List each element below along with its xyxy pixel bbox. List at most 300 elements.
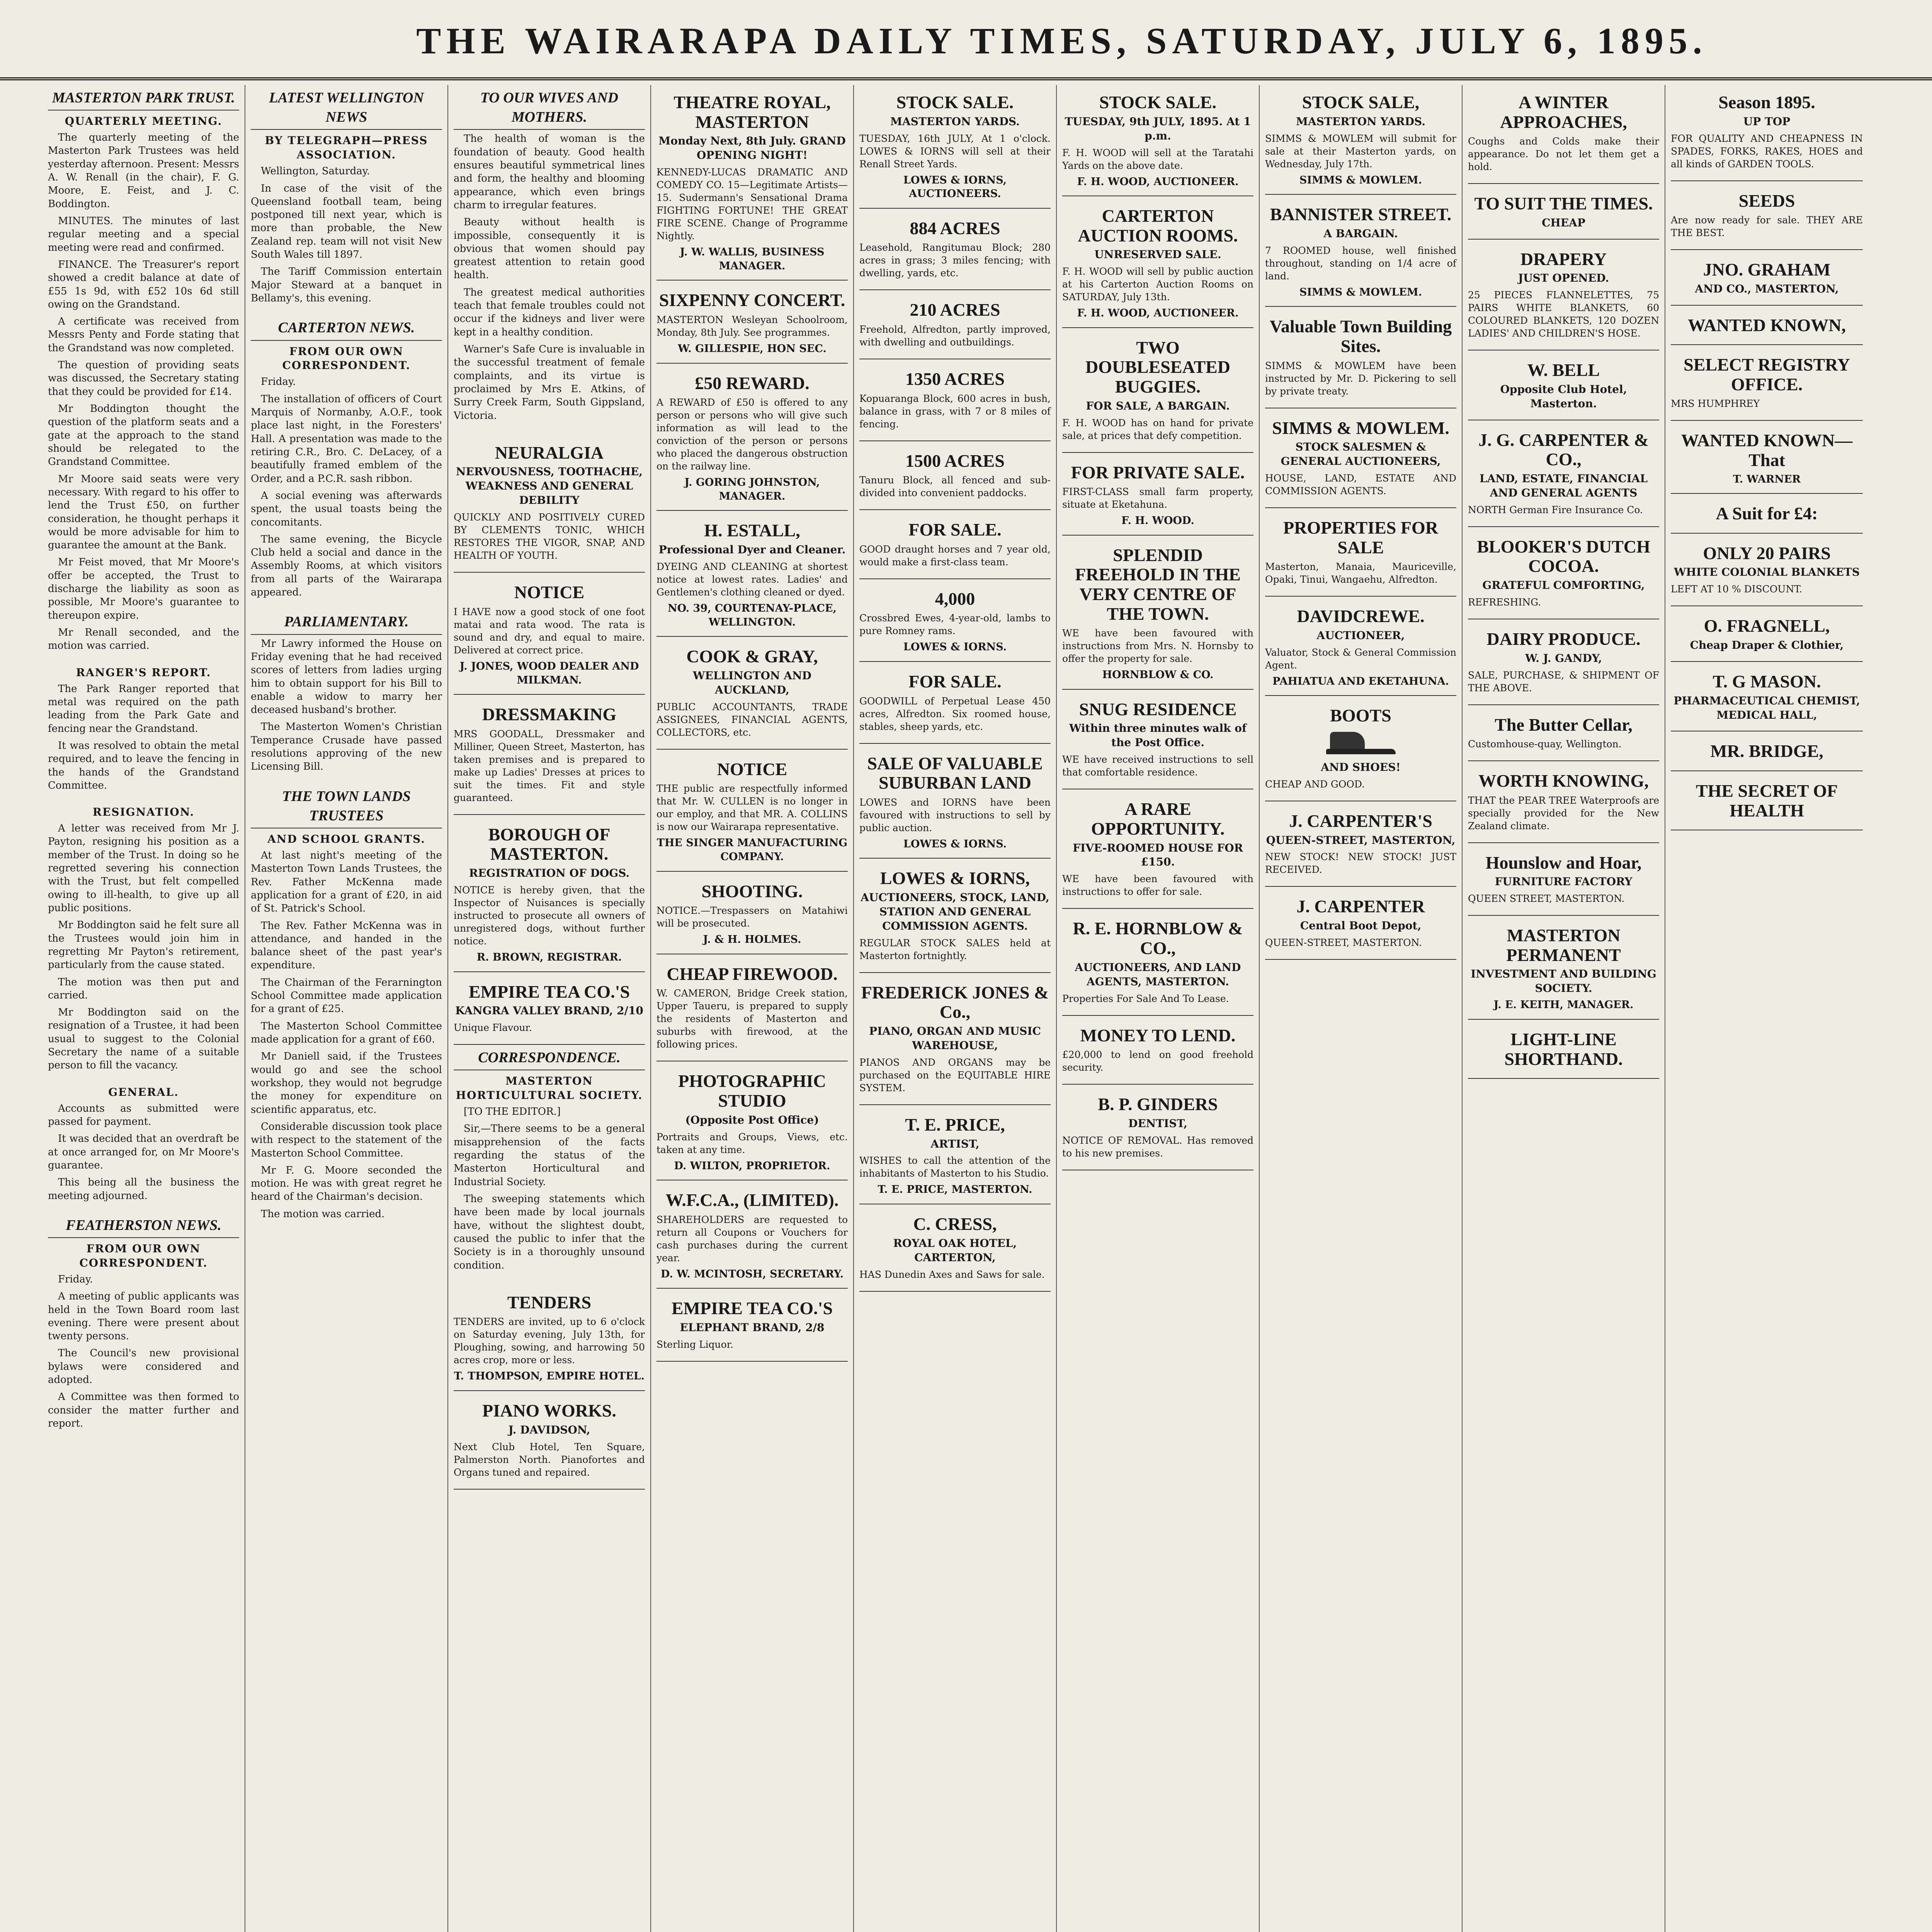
- ad-head: STOCK SALE,: [1302, 92, 1420, 112]
- ad-sig: F. H. WOOD, AUCTIONEER.: [1077, 175, 1239, 188]
- advertisement: [454, 1393, 645, 1490]
- column-5: [854, 85, 1057, 1932]
- ad-body: NOTICE.—Trespassers on Matahiwi will be prosecuted.: [656, 905, 848, 929]
- ad-head: WORTH KNOWING,: [1478, 771, 1649, 791]
- ad-head: LIGHT-LINE SHORTHAND.: [1504, 1029, 1623, 1069]
- advertisement: [1265, 309, 1456, 408]
- ad-head: A RARE OPPORTUNITY.: [1091, 799, 1225, 838]
- ad-body: DYEING AND CLEANING at shortest notice at lowest rates. Ladies' and Gentlemen's clothing cleaned or dyed.: [656, 561, 848, 598]
- advertisement: [656, 957, 848, 1062]
- ad-head: TENDERS: [507, 1292, 592, 1312]
- article-subtitle: FROM OUR OWN CORRESPONDENT.: [79, 1242, 208, 1269]
- ad-sig: PAHIATUA AND EKETAHUNA.: [1272, 675, 1449, 687]
- ad-body: 7 ROOMED house, well finished throughout, standing on 1/4 acre of land.: [1265, 245, 1456, 282]
- ad-sig: LOWES & IORNS, AUCTIONEERS.: [903, 174, 1007, 200]
- ad-sub: UNRESERVED SALE.: [1094, 248, 1221, 261]
- column-4: [651, 85, 854, 1932]
- ad-body: Tanuru Block, all fenced and sub-divided into convenient paddocks.: [859, 474, 1051, 499]
- ad-head: MASTERTON PERMANENT: [1506, 925, 1621, 965]
- advertisement: [1671, 664, 1863, 732]
- ad-head: THEATRE ROYAL, MASTERTON: [673, 92, 831, 132]
- boot-icon: [1322, 730, 1400, 757]
- article: [251, 88, 442, 305]
- ad-body: GOODWILL of Perpetual Lease 450 acres, Alfredton. Six roomed house, stables, sheep yards, etc.: [859, 695, 1051, 732]
- article-subtitle: GENERAL.: [108, 1085, 179, 1099]
- ad-sig: J. GORING JOHNSTON, MANAGER.: [684, 476, 820, 502]
- ad-head: SPLENDID FREEHOLD IN THE VERY CENTRE OF THE TOWN.: [1075, 545, 1241, 624]
- ad-sub: PIANO, ORGAN AND MUSIC WAREHOUSE,: [869, 1025, 1041, 1052]
- advertisement: [454, 975, 645, 1045]
- ad-head: COOK & GRAY,: [686, 646, 818, 667]
- ad-sub: JUST OPENED.: [1518, 272, 1609, 285]
- ad-body: Sterling Liquor.: [656, 1338, 733, 1350]
- ad-head: MONEY TO LEND.: [1080, 1025, 1236, 1045]
- ad-body: Next Club Hotel, Ten Square, Palmerston North. Pianofortes and Organs tuned and repaired.: [454, 1441, 645, 1478]
- advertisement: [1265, 698, 1456, 801]
- article: [454, 88, 645, 422]
- ad-sig: HORNBLOW & CO.: [1102, 669, 1214, 681]
- ad-body: LEFT AT 10 % DISCOUNT.: [1671, 583, 1803, 595]
- advertisement: [656, 1064, 848, 1180]
- advertisement: [1265, 411, 1456, 509]
- ad-head: SELECT REGISTRY OFFICE.: [1684, 355, 1850, 394]
- ad-sub: WELLINGTON AND AUCKLAND,: [693, 669, 811, 696]
- ad-head: J. CARPENTER: [1296, 896, 1425, 917]
- ad-head: BLOOKER'S DUTCH COCOA.: [1477, 536, 1650, 576]
- advertisement: [656, 366, 848, 511]
- column-1: [43, 85, 245, 1932]
- ad-head: J. G. CARPENTER & CO.,: [1478, 430, 1649, 469]
- ad-body: REGULAR STOCK SALES held at Masterton fortnightly.: [859, 937, 1051, 961]
- article-paragraph: The same evening, the Bicycle Club held a social and dance in the Assembly Rooms, at which visitors from all parts of the Wairarapa appeared.: [251, 533, 442, 599]
- advertisement: [1671, 536, 1863, 607]
- ad-body: REFRESHING.: [1468, 597, 1541, 608]
- ad-sub: AUCTIONEERS, AND LAND AGENTS, MASTERTON.: [1075, 961, 1241, 988]
- advertisement: [1468, 918, 1659, 1020]
- article: [48, 1216, 239, 1430]
- advertisement: [1062, 330, 1253, 453]
- advertisement: [1062, 199, 1253, 328]
- ad-body: KENNEDY-LUCAS DRAMATIC AND COMEDY CO. 15—Legitimate Artists—15. Sudermann's Sensational Drama FIGHTING FORTUNE! THE GREAT FIRE SCENE. Change of Programme Nightly.: [656, 167, 848, 242]
- advertisement: [859, 664, 1051, 744]
- ad-head: £50 REWARD.: [695, 373, 810, 393]
- ad-head: MR. BRIDGE,: [1710, 741, 1823, 761]
- ad-body: I HAVE now a good stock of one foot matai and rata wood. The rata is sound and dry, and equal to maire. Delivered at correct price.: [454, 606, 645, 656]
- advertisement: [1468, 423, 1659, 527]
- advertisement: [859, 861, 1051, 973]
- article-title: THE TOWN LANDS TRUSTEES: [251, 787, 442, 828]
- ad-sig: T. THOMPSON, EMPIRE HOTEL.: [454, 1370, 645, 1383]
- ad-sig: D. W. MCINTOSH, SECRETARY.: [660, 1268, 844, 1280]
- ad-head: STOCK SALE.: [896, 92, 1014, 112]
- ad-head: 210 ACRES: [910, 300, 1000, 320]
- ad-sig: J. JONES, WOOD DEALER AND MILKMAN.: [459, 660, 639, 686]
- ad-sub: FOR SALE, A BARGAIN.: [1086, 399, 1230, 412]
- article-paragraph: This being all the business the meeting adjourned.: [48, 1177, 239, 1202]
- article-paragraph: Friday.: [58, 1273, 93, 1285]
- ad-head: NOTICE: [717, 759, 787, 779]
- ad-body: PIANOS AND ORGANS may be purchased on the EQUITABLE HIRE SYSTEM.: [859, 1056, 1051, 1094]
- advertisement: [1468, 845, 1659, 916]
- advertisement: [1468, 242, 1659, 351]
- article-paragraph: A certificate was received from Messrs Penty and Forde stating that the Grandstand was now completed.: [48, 316, 239, 354]
- advertisement: [1671, 609, 1863, 662]
- ad-sig: NO. 39, COURTENAY-PLACE, WELLINGTON.: [668, 602, 837, 628]
- ad-sub: MASTERTON YARDS.: [890, 115, 1020, 128]
- ad-head: A Suit for £4:: [1716, 503, 1818, 524]
- article: [251, 612, 442, 773]
- ad-head: 4,000: [935, 588, 975, 609]
- ad-sub: QUEEN-STREET, MASTERTON,: [1266, 833, 1456, 847]
- ad-body: Leasehold, Rangitumau Block; 280 acres in grass; 3 miles fencing; with dwelling, yards, etc.: [859, 242, 1051, 279]
- ad-sub: ELEPHANT BRAND, 2/8: [680, 1321, 825, 1334]
- ad-body: Coughs and Colds make their appearance. Do not let them get a hold.: [1468, 136, 1659, 173]
- ad-sig: THE SINGER MANUFACTURING COMPANY.: [656, 837, 848, 863]
- advertisement: [859, 582, 1051, 662]
- advertisement: [1265, 804, 1456, 887]
- ad-head: PIANO WORKS.: [482, 1401, 616, 1421]
- advertisement: [656, 874, 848, 954]
- article: [48, 805, 239, 1072]
- article-paragraph: It was decided that an overdraft be at once arranged for, on Mr Moore's guarantee.: [48, 1133, 239, 1171]
- advertisement: [656, 283, 848, 363]
- ad-body: SIMMS & MOWLEM will submit for sale at their Masterton yards, on Wednesday, July 17th.: [1265, 133, 1456, 170]
- advertisement: [859, 975, 1051, 1105]
- ad-head: T. G MASON.: [1713, 671, 1821, 691]
- article-paragraph: Sir,—There seems to be a general misapprehension of the facts regarding the status of the Masterton Horticultural and Industrial Society.: [454, 1123, 645, 1188]
- article-title: LATEST WELLINGTON NEWS: [251, 88, 442, 130]
- article-title: MASTERTON PARK TRUST.: [48, 88, 239, 111]
- ad-body: NOTICE is hereby given, that the Inspector of Nuisances is specially instructed to prosecute all owners of unregistered dogs, without further notice.: [454, 884, 645, 947]
- ad-head: ONLY 20 PAIRS: [1703, 543, 1831, 563]
- ad-sub: UP TOP: [1743, 115, 1791, 128]
- article: [454, 1048, 645, 1272]
- ad-sub: FIVE-ROOMED HOUSE FOR £150.: [1073, 841, 1243, 869]
- newspaper-title: THE WAIRARAPA DAILY TIMES, SATURDAY, JULY 6, 1895.: [416, 20, 1708, 61]
- ad-head: J. CARPENTER'S: [1289, 811, 1432, 831]
- ad-body: SHAREHOLDERS are requested to return all Coupons or Vouchers for cash purchases during the current year.: [656, 1214, 848, 1264]
- ad-body: NEW STOCK! NEW STOCK! JUST RECEIVED.: [1265, 851, 1456, 876]
- ad-body: W. CAMERON, Bridge Creek station, Upper Taueru, is prepared to supply the residents of Masterton and suburbs with firewood, at the following prices.: [656, 988, 848, 1050]
- ad-body: TUESDAY, 16th JULY, At 1 o'clock. LOWES & IORNS will sell at their Renall Street Yards.: [859, 133, 1051, 170]
- advertisement: [1062, 455, 1253, 536]
- ad-body: HAS Dunedin Axes and Saws for sale.: [859, 1269, 1045, 1280]
- article-subtitle: RESIGNATION.: [92, 806, 195, 819]
- ad-sig: D. WILTON, PROPRIETOR.: [674, 1160, 830, 1172]
- ad-head: WANTED KNOWN—That: [1681, 430, 1853, 470]
- ad-head: FOR SALE.: [908, 520, 1002, 540]
- ad-body: F. H. WOOD has on hand for private sale, at prices that defy competition.: [1062, 417, 1253, 441]
- advertisement: [1468, 1022, 1659, 1079]
- advertisement: [1062, 792, 1253, 909]
- ad-head: FOR SALE.: [908, 671, 1002, 691]
- ad-sub: CHEAP: [1542, 216, 1585, 229]
- ad-sub: Opposite Club Hotel, Masterton.: [1500, 383, 1627, 410]
- advertisement: [656, 1183, 848, 1289]
- ad-head: CHEAP FIREWOOD.: [667, 964, 838, 984]
- ad-body: Are now ready for sale. THEY ARE THE BEST.: [1671, 214, 1863, 239]
- advertisement: [656, 1291, 848, 1362]
- advertisement: [454, 817, 645, 972]
- ad-body: MRS GOODALL, Dressmaker and Milliner, Queen Street, Masterton, has taken premises and is prepared to make up Ladies' Dresses at prices to suit the times. Fit and style guaranteed.: [454, 728, 645, 803]
- ad-sig: F. H. WOOD.: [1121, 515, 1194, 527]
- ad-body: Masterton, Manaia, Mauriceville, Opaki, Tinui, Wangaehu, Alfredton.: [1265, 561, 1456, 585]
- article-paragraph: The quarterly meeting of the Masterton Park Trustees was held yesterday afternoon. Present: Messrs A. W. Renall (in the chair), F. G. Moore, E. Feist, and J. C. Boddington.: [48, 132, 239, 210]
- ad-head: BOROUGH OF MASTERTON.: [488, 824, 611, 864]
- ad-head: R. E. HORNBLOW & CO.,: [1073, 918, 1243, 958]
- article-paragraph: The sweeping statements which have been made by local journals have, without the slightest doubt, caused the public to infer that the Society is in a thoroughly unsound condition.: [454, 1193, 645, 1271]
- columns: [43, 85, 1932, 1932]
- ad-body: Valuator, Stock & General Commission Agent.: [1265, 646, 1456, 671]
- article-subtitle: RANGER'S REPORT.: [76, 666, 211, 679]
- ad-sub: Monday Next, 8th July. GRAND OPENING NIGHT!: [658, 134, 846, 162]
- ad-sub: (Opposite Post Office): [685, 1113, 819, 1126]
- advertisement: [859, 444, 1051, 510]
- ad-body: F. H. WOOD will sell at the Taratahi Yards on the above date.: [1062, 147, 1253, 171]
- advertisement: [1062, 692, 1253, 790]
- article-paragraph: The Masterton School Committee made application for a grant of £60.: [251, 1020, 442, 1046]
- article-title: FEATHERSTON NEWS.: [48, 1216, 239, 1238]
- article: [48, 88, 239, 653]
- ad-sig: LOWES & IORNS.: [903, 838, 1007, 850]
- ad-body: WISHES to call the attention of the inhabitants of Masterton to his Studio.: [859, 1155, 1051, 1179]
- article-paragraph: Mr Feist moved, that Mr Moore's offer be accepted, the Trust to discharge the liability as soon as possible, Mr Moore's guarantee to thereupon expire.: [48, 556, 239, 621]
- ad-sub: LAND, ESTATE, FINANCIAL AND GENERAL AGENTS: [1479, 472, 1648, 499]
- ad-body: WE have received instructions to sell that comfortable residence.: [1062, 754, 1253, 778]
- ad-body: WE have been favoured with instructions from Mrs. N. Hornsby to offer the property for sale.: [1062, 628, 1253, 665]
- column-6: [1057, 85, 1260, 1932]
- ad-sub: ARTIST,: [930, 1137, 980, 1150]
- ad-sub: STOCK SALESMEN & GENERAL AUCTIONEERS,: [1281, 440, 1441, 468]
- ad-sub: Professional Dyer and Cleaner.: [658, 543, 846, 556]
- advertisement: [656, 85, 848, 281]
- ad-body: SALE, PURCHASE, & SHIPMENT OF THE ABOVE.: [1468, 669, 1659, 694]
- advertisement: [859, 1107, 1051, 1204]
- ad-sub: Central Boot Depot,: [1300, 919, 1422, 932]
- advertisement: [1468, 353, 1659, 420]
- column-3: [448, 85, 651, 1932]
- ad-body: WE have been favoured with instructions to offer for sale.: [1062, 873, 1253, 898]
- advertisement: [1468, 764, 1659, 843]
- ad-body: QUEEN STREET, MASTERTON.: [1468, 893, 1625, 905]
- ad-head: PHOTOGRAPHIC STUDIO: [678, 1071, 826, 1111]
- ad-head: LOWES & IORNS,: [880, 868, 1030, 888]
- ad-sig: F. H. WOOD, AUCTIONEER.: [1077, 307, 1239, 320]
- ad-head: CARTERTON AUCTION ROOMS.: [1078, 206, 1238, 245]
- advertisement: [656, 639, 848, 750]
- ad-sub: FURNITURE FACTORY: [1495, 875, 1633, 888]
- ad-body: A REWARD of £50 is offered to any person or persons who will give such information as will lead to the conviction of the person or persons who placed the dangerous obstruction on the railway line.: [656, 397, 848, 472]
- advertisement: [1062, 1018, 1253, 1085]
- ad-body: MRS HUMPHREY: [1671, 398, 1760, 410]
- advertisement: [1468, 622, 1659, 705]
- advertisement: [1468, 529, 1659, 619]
- ad-head: 884 ACRES: [910, 218, 1000, 238]
- ad-head: DAIRY PRODUCE.: [1486, 629, 1641, 649]
- advertisement: [859, 211, 1051, 291]
- ad-sub: NERVOUSNESS, TOOTHACHE, WEAKNESS AND GENERAL DEBILITY: [456, 465, 643, 507]
- ad-body: 25 PIECES FLANNELETTES, 75 PAIRS WHITE BLANKETS, 60 COLOURED BLANKETS, 120 DOZEN LADIES' AND CHILDREN'S HOSE.: [1468, 289, 1659, 339]
- advertisement: [1265, 197, 1456, 307]
- ad-body: THAT the PEAR TREE Waterproofs are specially provided for the New Zealand climate.: [1468, 794, 1659, 832]
- ad-body: PUBLIC ACCOUNTANTS, TRADE ASSIGNEES, FINANCIAL AGENTS, COLLECTORS, etc.: [656, 701, 848, 738]
- ad-head: SALE OF VALUABLE SUBURBAN LAND: [867, 753, 1043, 793]
- ad-sig: T. E. PRICE, MASTERTON.: [878, 1184, 1032, 1196]
- ad-body: THE public are respectfully informed that Mr. W. CULLEN is no longer in our employ, and that MR. A. COLLINS is now our Wairarapa representative.: [656, 783, 848, 833]
- ad-head: THE SECRET OF HEALTH: [1696, 781, 1838, 820]
- article-paragraph: A meeting of public applicants was held in the Town Board room last evening. There were present about twenty persons.: [48, 1291, 239, 1342]
- ad-body: Crossbred Ewes, 4-year-old, lambs to pure Romney rams.: [859, 612, 1051, 637]
- article-paragraph: The Council's new provisional bylaws were considered and adopted.: [48, 1347, 239, 1386]
- advertisement: [1062, 1087, 1253, 1170]
- article-paragraph: The Masterton Women's Christian Temperance Crusade have passed resolutions approving of the new Licensing Bill.: [251, 721, 442, 773]
- article-paragraph: In case of the visit of the Queensland football team, being postponed till next year, which is more than probable, the New Zealand rep. team will not visit New South Wales till 1897.: [251, 182, 442, 261]
- ad-head: O. FRAGNELL,: [1704, 616, 1830, 636]
- advertisement: [859, 293, 1051, 359]
- ad-body: Kopuaranga Block, 600 acres in bush, balance in grass, with 7 or 8 miles of fencing.: [859, 393, 1051, 430]
- ad-sub: W. J. GANDY,: [1525, 651, 1602, 665]
- advertisement: [859, 1207, 1051, 1292]
- ad-body: QUICKLY AND POSITIVELY CURED BY CLEMENTS TONIC, WHICH RESTORES THE VIGOR, SNAP, AND HEALTH OF YOUTH.: [454, 512, 645, 561]
- advertisement: [454, 1285, 645, 1391]
- ad-sig: T. WARNER: [1733, 473, 1801, 485]
- ad-body: SIMMS & MOWLEM have been instructed by Mr. D. Pickering to sell by private treaty.: [1265, 360, 1456, 397]
- advertisement: [859, 362, 1051, 441]
- article-title: TO OUR WIVES AND MOTHERS.: [454, 88, 645, 130]
- ad-sub: ROYAL OAK HOTEL, CARTERTON,: [893, 1236, 1017, 1264]
- article-paragraph: The question of providing seats was discussed, the Secretary stating that they could be provided for £14.: [48, 359, 239, 398]
- ad-body: £20,000 to lend on good freehold security.: [1062, 1049, 1253, 1073]
- article-paragraph: Warner's Safe Cure is invaluable in the successful treatment of female complaints, and its virtue is proclaimed by Mrs E. Atkins, of Surry Creek Farm, South Gippsland, Victoria.: [454, 344, 645, 422]
- article-paragraph: Mr Boddington said on the resignation of a Trustee, it had been usual to suggest to the Colonial Secretary the name of a suitable person to fill the vacancy.: [48, 1007, 239, 1071]
- ad-head: BOOTS: [1330, 706, 1391, 726]
- article-paragraph: Accounts as submitted were passed for payment.: [48, 1102, 239, 1128]
- advertisement: [656, 513, 848, 637]
- ad-sig: R. BROWN, REGISTRAR.: [476, 951, 622, 963]
- advertisement: [1671, 496, 1863, 534]
- advertisement: [1062, 538, 1253, 690]
- ad-head: 1500 ACRES: [905, 451, 1005, 471]
- ad-head: STOCK SALE.: [1099, 92, 1217, 112]
- ad-head: Valuable Town Building Sites.: [1269, 316, 1452, 356]
- advertisement: [1671, 85, 1863, 181]
- article-paragraph: The Park Ranger reported that metal was required on the path leading from the Park Gate and fencing near the Grandstand.: [48, 683, 239, 735]
- ad-head: FREDERICK JONES & Co.,: [861, 982, 1049, 1022]
- article-title: PARLIAMENTARY.: [251, 612, 442, 634]
- ad-body: QUEEN-STREET, MASTERTON.: [1265, 937, 1422, 949]
- article-paragraph: Mr Daniell said, if the Trustees would go and see the school workshop, they would not begrudge the money for expenditure on scientific apparatus, etc.: [251, 1051, 442, 1116]
- ad-head: T. E. PRICE,: [905, 1114, 1005, 1134]
- ad-head: EMPIRE TEA CO.'S: [671, 1298, 833, 1318]
- ad-head: SIMMS & MOWLEM.: [1272, 418, 1449, 438]
- ad-head: JNO. GRAHAM: [1703, 260, 1831, 280]
- advertisement: [1265, 85, 1456, 195]
- article-paragraph: A letter was received from Mr J. Payton, resigning his position as a member of the Trust. In doing so he regretted severing his connection with the Trust, but felt compelled owing to ill-health, to give up all public positions.: [48, 823, 239, 914]
- ad-head: BANNISTER STREET.: [1270, 204, 1452, 224]
- ad-sub: AND CO., MASTERTON,: [1695, 282, 1839, 295]
- ad-head: SNUG RESIDENCE: [1079, 699, 1237, 719]
- ad-sub: KANGRA VALLEY BRAND, 2/10: [455, 1004, 643, 1017]
- article-paragraph: Beauty without health is impossible, consequently it is obvious that women should pay greatest attention to retain good health.: [454, 216, 645, 281]
- ad-sub: DENTIST,: [1128, 1117, 1187, 1130]
- ad-head: FOR PRIVATE SALE.: [1071, 462, 1245, 482]
- ad-head: Season 1895.: [1718, 92, 1815, 112]
- ad-body: Properties For Sale And To Lease.: [1062, 993, 1229, 1004]
- article-paragraph: The Chairman of the Ferarnington School Committee made application for a grant of £25.: [251, 976, 442, 1015]
- advertisement: [859, 746, 1051, 859]
- ad-body: FOR QUALITY AND CHEAPNESS IN SPADES, FORKS, RAKES, HOES and all kinds of GARDEN TOOLS.: [1671, 133, 1863, 170]
- article-paragraph: Considerable discussion took place with respect to the statement of the Masterton School Committee.: [251, 1121, 442, 1159]
- article-paragraph: The motion was then put and carried.: [48, 976, 239, 1001]
- ad-body: HOUSE, LAND, ESTATE AND COMMISSION AGENTS.: [1265, 473, 1456, 497]
- article-paragraph: The greatest medical authorities teach that female troubles could not occur if the kidneys and liver were kept in a healthy condition.: [454, 286, 645, 338]
- ad-body: FIRST-CLASS small farm property, situate at Eketahuna.: [1062, 486, 1253, 510]
- ad-sub: GRATEFUL COMFORTING,: [1482, 579, 1645, 592]
- ad-head: H. ESTALL,: [704, 520, 800, 541]
- ad-body: CHEAP AND GOOD.: [1265, 778, 1365, 790]
- ad-sub: Cheap Draper & Clothier,: [1690, 639, 1844, 652]
- column-7: [1260, 85, 1463, 1932]
- ad-head: B. P. GINDERS: [1098, 1094, 1218, 1114]
- advertisement: [454, 435, 645, 573]
- masthead: [0, 0, 1932, 80]
- ad-body: LOWES and IORNS have been favoured with instructions to sell by public auction.: [859, 796, 1051, 833]
- advertisement: [1062, 85, 1253, 196]
- article: [48, 666, 239, 792]
- ad-sub: MASTERTON YARDS.: [1296, 115, 1425, 128]
- article-subtitle: BY TELEGRAPH—PRESS ASSOCIATION.: [265, 134, 428, 162]
- ad-body: NORTH German Fire Insurance Co.: [1468, 504, 1643, 515]
- ad-body: Unique Flavour.: [454, 1022, 532, 1034]
- advertisement: [1265, 510, 1456, 597]
- article-paragraph: Mr Lawry informed the House on Friday evening that he had received scores of letters from ladies urging him to obtain support for his Bill to enable a widow to marry her deceased husband's brother.: [251, 638, 442, 716]
- advertisement: [859, 85, 1051, 209]
- article-paragraph: Mr Moore said seats were very necessary. With regard to his offer to lend the Trust £50, on further consideration, he thought perhaps it would be more advisable for him to guarantee the amount at the Bank.: [48, 473, 239, 551]
- ad-head: A WINTER APPROACHES,: [1500, 92, 1627, 132]
- article-paragraph: FINANCE. The Treasurer's report showed a credit balance at date of £55 1s 9d, with £52 10s 6d still owing on the Grandstand.: [48, 259, 239, 310]
- ad-body: MASTERTON Wesleyan Schoolroom, Monday, 8th July. See programmes.: [656, 314, 848, 338]
- ad-head: The Butter Cellar,: [1495, 714, 1633, 735]
- article-paragraph: Mr F. G. Moore seconded the motion. He was with great regret he heard of the Chairman's decision.: [251, 1164, 442, 1203]
- article-subtitle: FROM OUR OWN CORRESPONDENT.: [282, 345, 411, 372]
- ad-head: DRESSMAKING: [482, 704, 617, 724]
- article-paragraph: Friday.: [261, 376, 296, 388]
- article: [251, 318, 442, 599]
- ad-head: WANTED KNOWN,: [1688, 315, 1846, 335]
- ad-sub: TUESDAY, 9th JULY, 1895. At 1 p.m.: [1065, 115, 1251, 142]
- ad-sub: PHARMACEUTICAL CHEMIST, MEDICAL HALL,: [1673, 694, 1860, 721]
- article-title: CARTERTON NEWS.: [251, 318, 442, 340]
- advertisement: [1671, 347, 1863, 421]
- advertisement: [1468, 85, 1659, 184]
- article-title: CORRESPONDENCE.: [454, 1048, 645, 1070]
- article-paragraph: Mr Renall seconded, and the motion was carried.: [48, 627, 239, 652]
- ad-sub: AUCTIONEER,: [1316, 629, 1405, 642]
- advertisement: [1671, 423, 1863, 494]
- ad-head: EMPIRE TEA CO.'S: [468, 981, 630, 1002]
- article-paragraph: The Tariff Commission entertain Major Steward at a banquet in Bellamy's, this evening.: [251, 266, 442, 304]
- ad-sub: Within three minutes walk of the Post Office.: [1069, 722, 1247, 749]
- ad-sub: INVESTMENT AND BUILDING SOCIETY.: [1471, 968, 1656, 995]
- ad-sub: AND SHOES!: [1321, 760, 1401, 774]
- article-paragraph: At last night's meeting of the Masterton Town Lands Trustees, the Rev. Father McKenna made application for a grant of £20, in aid of St. Patrick's School.: [251, 849, 442, 915]
- article-paragraph: [TO THE EDITOR.]: [464, 1106, 561, 1118]
- advertisement: [454, 575, 645, 695]
- article-paragraph: It was resolved to obtain the metal required, and to leave the fencing in the hands of the Grandstand Committee.: [48, 740, 239, 791]
- ad-head: DRAPERY: [1520, 249, 1607, 269]
- ad-head: SHOOTING.: [701, 881, 803, 901]
- article-subtitle: MASTERTON HORTICULTURAL SOCIETY.: [456, 1075, 643, 1102]
